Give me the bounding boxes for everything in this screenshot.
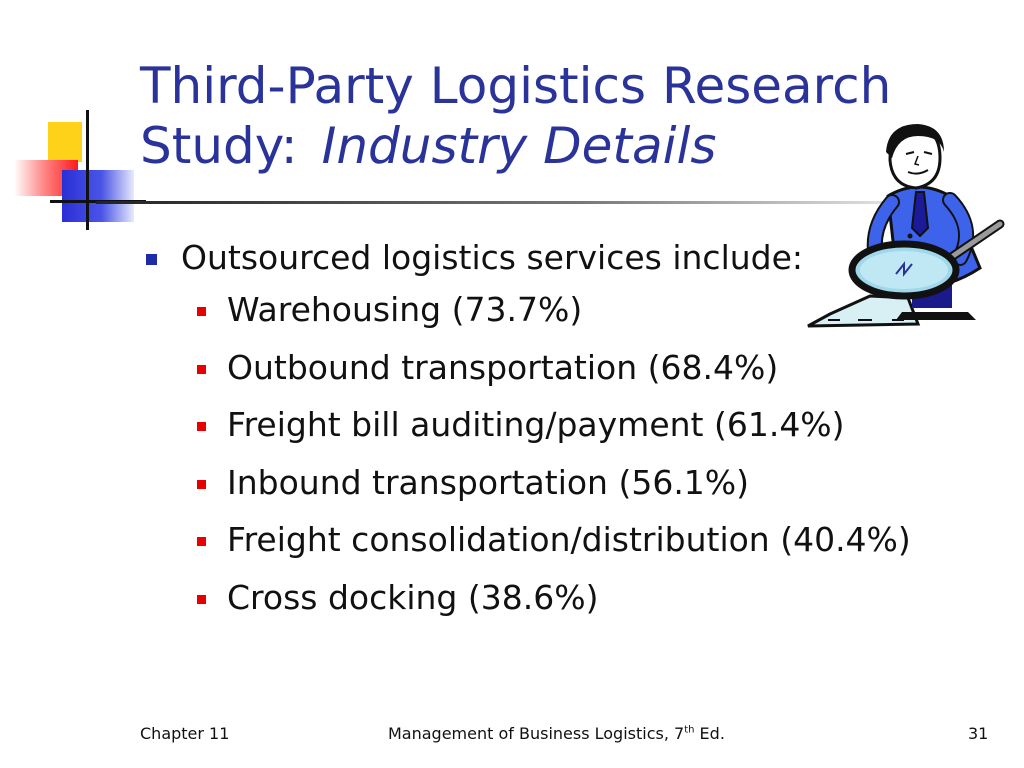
sub-bullet-text: Cross docking (38.6%) xyxy=(227,577,599,617)
main-bullet-text: Outsourced logistics services include: xyxy=(181,238,804,277)
decor-blue-square xyxy=(62,170,134,222)
sub-bullet-text: Inbound transportation (56.1%) xyxy=(227,462,750,502)
footer-chapter: Chapter 11 xyxy=(140,724,230,743)
square-bullet-icon xyxy=(197,422,206,431)
sub-bullet xyxy=(146,576,966,634)
footer-title-text: Management of Business Logistics, 7 xyxy=(388,724,685,743)
square-bullet-icon xyxy=(197,480,206,489)
man-with-magnifying-glass-icon xyxy=(800,118,1010,330)
title-line-2 xyxy=(140,116,900,176)
sub-bullet-text: Freight bill auditing/payment (61.4%) xyxy=(227,405,845,444)
footer-edition-sup: th xyxy=(684,724,695,736)
title-italic: Industry Details xyxy=(321,117,717,175)
square-bullet-icon xyxy=(197,307,206,316)
footer-page-number: 31 xyxy=(968,724,989,743)
square-bullet-icon xyxy=(197,537,206,546)
sub-bullet xyxy=(146,461,966,519)
square-bullet-icon xyxy=(197,595,206,604)
decor-yellow-square xyxy=(48,122,82,162)
footer-book-title xyxy=(388,724,725,743)
slide-title xyxy=(140,56,900,176)
sub-bullet-text: Outbound transportation (68.4%) xyxy=(227,347,779,387)
sub-bullet xyxy=(146,518,966,576)
footer-edition-text: Ed. xyxy=(694,724,725,743)
decor-vertical-line xyxy=(86,110,89,230)
sub-bullet xyxy=(146,403,966,461)
title-line-1: Third-Party Logistics Research xyxy=(140,57,892,115)
sub-bullet xyxy=(146,346,966,404)
sub-bullet-text: Freight consolidation/distribution (40.4%) xyxy=(227,520,911,559)
square-bullet-icon xyxy=(146,254,157,265)
square-bullet-icon xyxy=(197,365,206,374)
title-prefix: Study: xyxy=(140,117,298,175)
sub-bullet-text: Warehousing (73.7%) xyxy=(227,290,583,329)
